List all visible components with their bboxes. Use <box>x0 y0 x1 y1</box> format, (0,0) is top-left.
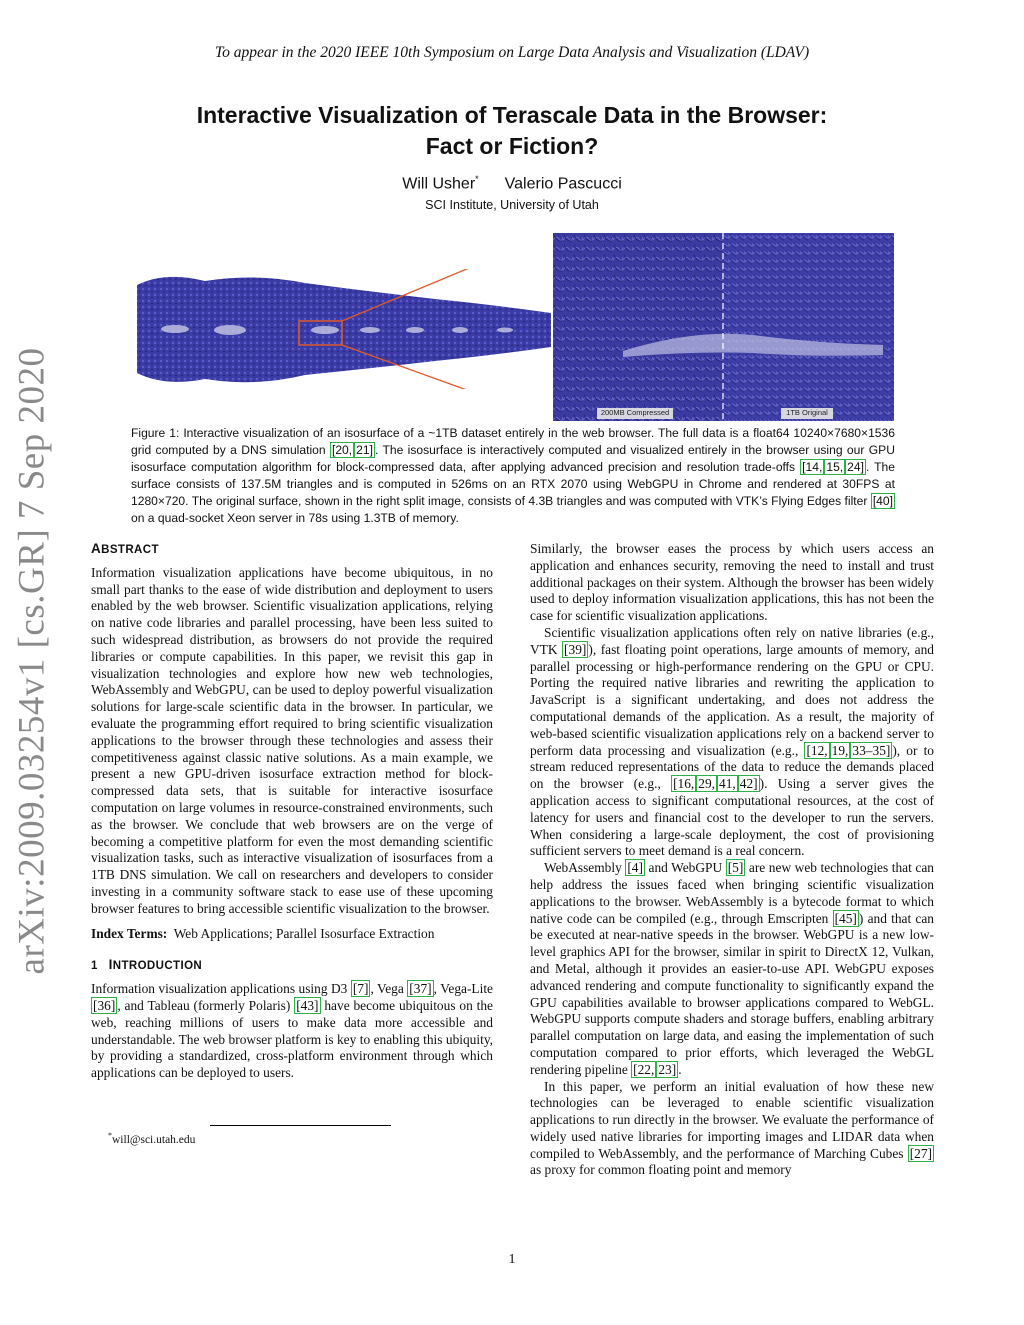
heading-initial: A <box>91 541 102 556</box>
citation-link[interactable]: 19, <box>831 742 849 758</box>
citation-link[interactable]: 21] <box>356 443 373 457</box>
citation-link[interactable]: 29, <box>698 776 716 792</box>
arxiv-sidebar <box>2 347 62 975</box>
body-text: ) and that can be executed at near-native speeds in the browser. WebGPU is a new low-level graphics API for the browser, similar in spirit to DirectX 12, Vulkan, and Metal, although it provides an easier-to-use API. WebGPU exposes advanced rendering and compute functionality to significantly expand the GPU capabilities available to browser applications compared to WebGL. WebGPU supports compute shaders and storage buffers, enabling arbitrary parallel computation on large data, and easing the implementation of such computation compared to prior efforts, which leveraged the WebGL rendering pipeline <box>530 910 935 1077</box>
body-text: ), or to stream reduced representations of the data to reduce the demands placed on the browser (e.g., <box>530 742 935 792</box>
title-line-2: Fact or Fiction? <box>425 133 599 159</box>
citation-link[interactable]: [22, <box>633 1061 655 1077</box>
citation-link[interactable]: [4] <box>627 860 643 876</box>
citation-link[interactable]: [45] <box>834 910 857 926</box>
citation-link[interactable]: [12, <box>806 742 828 758</box>
citation-link[interactable]: [20, <box>331 443 353 457</box>
affiliation: SCI Institute, University of Utah <box>425 198 599 212</box>
isosurface-shape <box>137 277 551 382</box>
citation-link[interactable]: [37] <box>409 981 432 997</box>
citation-link[interactable]: 33–35] <box>852 742 891 758</box>
compressed-half <box>553 233 723 421</box>
citation-link[interactable]: [40] <box>872 494 893 508</box>
heading-rest: NTRODUCTION <box>112 960 203 973</box>
figure-caption <box>131 425 895 527</box>
figure-zoom-image <box>553 233 894 421</box>
caption-text: on a quad-socket Xeon server in 78s using 1.3TB of memory. <box>131 511 459 525</box>
original-half <box>723 233 894 421</box>
paragraph <box>530 1079 934 1180</box>
citation-link[interactable]: [5] <box>727 860 744 876</box>
citation-link[interactable]: [43] <box>296 997 319 1013</box>
body-text: are new web technologies that can help address the issues faced when bringing scientific visualization applications to the browser. WebAssembly is a bytecode format to which native code can be compiled (e.g., through Emscripten <box>530 860 934 926</box>
introduction-heading <box>91 957 493 975</box>
footnote-rule <box>210 1125 391 1126</box>
body-text: , and Tableau (formerly Polaris) <box>117 997 295 1013</box>
body-text: have become ubiquitous on the web, reaching millions of users to make data more accessible and understandable. The web browser platform is key to enabling this ubiquity, by providing a standardized, cross-platform environment through which applications can be deployed to users. <box>91 997 493 1081</box>
original-label: 1TB Original <box>786 408 828 417</box>
index-terms <box>91 926 493 943</box>
venue-header: To appear in the 2020 IEEE 10th Symposium on Large Data Analysis and Visualization (LDAV) <box>214 44 810 61</box>
left-column <box>91 541 493 1082</box>
citation-link[interactable]: 23] <box>658 1061 677 1077</box>
right-column <box>530 541 934 1179</box>
title-line-1: Interactive Visualization of Terascale Data in the Browser: <box>196 102 828 128</box>
body-text: as proxy for common floating point and memory <box>530 1162 792 1178</box>
citation-link[interactable]: [39] <box>564 641 587 657</box>
caption-text: . The surface consists of 137.5M triangles and is computed in 526ms on an RTX 2070 using WebGPU in Chrome and rendered at 30FPS at 1280×720. The original surface, shown in the right split image, consists of 4.3B triangles and was computed with VTK’s Flying Edges filter <box>131 460 896 508</box>
paragraph: Similarly, the browser eases the process by which users access an application and enhances security, removing the need to install and trust additional packages on their system. Although the browser has been widely used to deploy information visualization applications, this has not been the case for scientific visualization applications. <box>530 541 934 624</box>
citation-link[interactable]: [7] <box>352 981 369 997</box>
citation-link[interactable]: 42] <box>739 776 758 792</box>
paper-title <box>150 100 874 162</box>
citation-link[interactable]: 24] <box>847 460 864 474</box>
paragraph <box>530 860 934 1078</box>
body-text: , Vega-Lite <box>433 981 493 997</box>
body-text: . <box>678 1061 682 1077</box>
author-email: will@sci.utah.edu <box>112 1133 196 1146</box>
author-list <box>0 174 1024 193</box>
author-name: Will Usher <box>402 175 476 193</box>
body-text: and WebGPU <box>644 860 726 876</box>
figure-overview-image <box>135 269 553 389</box>
citation-link[interactable]: 41, <box>719 776 736 792</box>
citation-link[interactable]: 15, <box>826 460 844 474</box>
body-text: ). Using a server gives the application access to significant computational resources, at the cost of latency for users and financial cost to the developer to run the servers. When considering a large-scale deployment, the cost of provisioning sufficient servers to meet demand is a real concern. <box>530 776 934 859</box>
citation-link[interactable]: [16, <box>673 776 695 792</box>
citation-link[interactable]: [14, <box>802 460 823 474</box>
heading-rest: BSTRACT <box>101 544 159 556</box>
body-text: , Vega <box>370 981 408 997</box>
footnote <box>108 1131 195 1146</box>
abstract-text: Information visualization applications have become ubiquitous, in no small part thanks to the ease of wide distribution and deployment to users enabled by the web browser. Scientific visualization applications, relying on native code libraries and parallel processing, have been less suited to such widespread distribution, as browsers do not provide the required libraries or compute capabilities. In this paper, we revisit this gap in visualization technologies and explore how new web technologies, WebAssembly and WebGPU, can be used to deploy powerful visualization solutions for large-scale scientific data in the browser. In particular, we evaluate the programming effort required to bring scientific visualization applications to the browser through these technologies and assess their competitiveness against classic native solutions. As a main example, we present a new GPU-driven isosurface extraction method for block-compressed data sets, that is suitable for interactive isosurface computation on large volumes in resource-constrained environments, such as the browser. We conclude that web browsers are on the verge of becoming a competitive platform for even the most demanding scientific visualization tasks, such as interactive visualization of isosurfaces from a 1TB DNS simulation. We call on researchers and developers to consider investing in a community software stack to ease use of these upcoming browser features to bring accessible scientific visualization to the browser. <box>91 564 493 916</box>
author-name: Valerio Pascucci <box>504 175 622 193</box>
paragraph <box>530 625 934 860</box>
arxiv-identifier: arXiv:2009.03254v1 [cs.GR] 7 Sep 2020 <box>11 347 53 975</box>
index-terms-label: Index Terms: <box>91 925 168 941</box>
body-text: Scientific visualization applications often rely on native libraries (e.g., VTK <box>530 624 934 657</box>
caption-text: . The isosurface is interactively computed and visualized entirely in the browser using our GPU isosurface computation algorithm for block-compressed data, after applying advanced precision and resolution trade-offs <box>131 443 895 474</box>
body-text: ), fast floating point operations, large amounts of memory, and parallel processing or high-performance rendering on the GPU or CPU. Porting the required native libraries and rewriting the application to JavaScript is a significant undertaking, and does not address the computational demands of the application. As a result, the majority of web-based scientific visualization applications rely on a backend server to perform data processing and visualization (e.g., <box>530 641 934 758</box>
heading-initial: I <box>108 957 113 973</box>
body-text: Information visualization applications using D3 <box>91 981 351 997</box>
citation-link[interactable]: [36] <box>93 997 116 1013</box>
index-terms-text: Web Applications; Parallel Isosurface Extraction <box>173 925 435 941</box>
footnote-mark: * <box>475 174 479 184</box>
body-text: WebAssembly <box>544 860 626 876</box>
footnote-mark: * <box>108 1131 112 1140</box>
citation-link[interactable]: [27] <box>909 1145 932 1161</box>
body-text: In this paper, we perform an initial evaluation of how these new technologies can be leveraged to enable scientific visualization applications to run directly in the browser. We evaluate the performance of widely used native libraries for importing images and LIDAR data when compiled to WebAssembly, and the performance of Marching Cubes <box>530 1078 934 1161</box>
abstract-heading <box>91 541 493 559</box>
section-number: 1 <box>91 960 98 973</box>
caption-text: Figure 1: Interactive visualization of an isosurface of a ~1TB dataset entirely in the web browser. The full data is a float64 10240×7680×1536 grid computed by a DNS simulation <box>131 426 895 457</box>
introduction-paragraph <box>91 981 493 1082</box>
compressed-label: 200MB Compressed <box>600 408 670 417</box>
page-number: 1 <box>508 1252 516 1267</box>
